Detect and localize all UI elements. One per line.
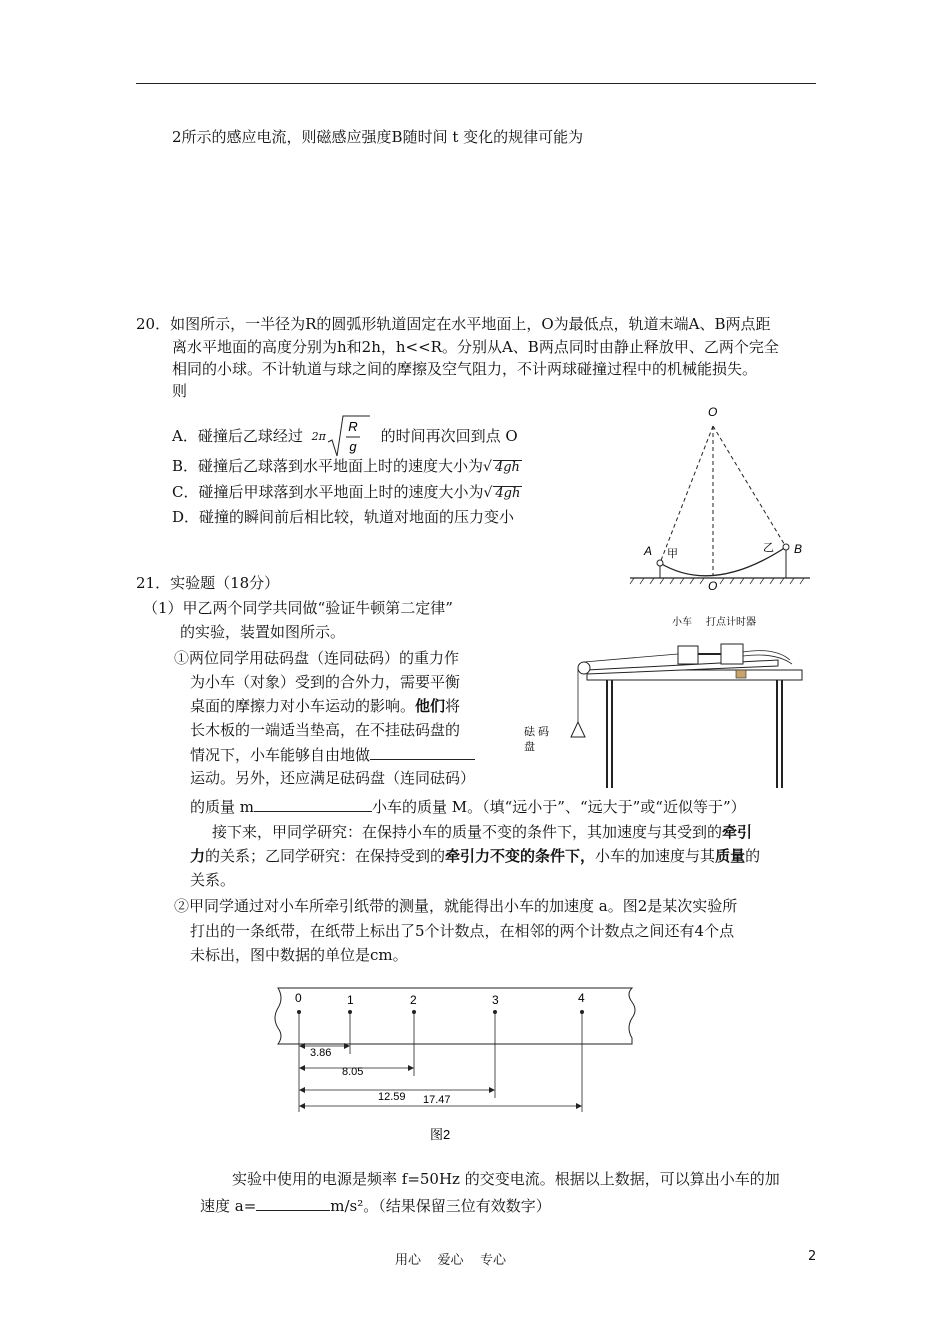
formula-numerator: R	[348, 419, 358, 434]
center-label-o: O	[708, 405, 718, 419]
option-b-text: B．碰撞后乙球落到水平地面上时的速度大小为	[172, 457, 484, 475]
q21-s2-line3: 未标出，图中数据的单位是cm。	[190, 946, 408, 964]
q20-option-a	[172, 414, 518, 460]
point-label-1: 1	[347, 993, 354, 1007]
q21-s1-line7	[190, 795, 746, 818]
end-line2-text: 速度 a=	[200, 1197, 257, 1215]
q21-s1-line1: ①两位同学用砝码盘（连同砝码）的重力作	[174, 649, 460, 667]
lowest-point-label: O	[708, 579, 718, 590]
option-c-text: C．碰撞后甲球落到水平地面上时的速度大小为	[172, 483, 484, 501]
q21-s1-line5	[190, 743, 475, 766]
q20-line-4: 则	[172, 382, 188, 400]
q21-s2-line2: 打出的一条纸带，在纸带上标出了5个计数点，在相邻的两个计数点之间还有4个点	[190, 922, 735, 940]
s1-line9-bold-a: 力	[190, 847, 206, 865]
timer-label: 打点计时器	[706, 617, 756, 628]
s1-line9-bold-c: 牵引力不变的条件下，	[445, 847, 596, 865]
option-a-text-end: 的时间再次回到点 O	[380, 427, 518, 445]
apparatus-figure	[520, 612, 820, 794]
q20-line-3: 相同的小球。不计轨道与球之间的摩擦及空气阻力，不计两球碰撞过程中的机械能损失。	[172, 360, 758, 378]
option-c-sqrt: 4gh	[495, 486, 521, 501]
distance-label-01: 3.86	[310, 1047, 332, 1059]
s1-line7-text: 的质量 m	[190, 798, 254, 816]
footer-motto: 用心 爱心 专心	[395, 1253, 507, 1268]
arc-track-figure	[620, 400, 820, 590]
distance-label-02: 8.05	[342, 1066, 364, 1078]
q20-line-1: 20．如图所示，一半径为R的圆弧形轨道固定在水平地面上，O为最低点，轨道末端A、B两点距	[136, 315, 771, 333]
q21-s1-line8	[212, 821, 752, 843]
sqrt-fraction-symbol	[326, 414, 372, 460]
q20-option-b: B．碰撞后乙球落到水平地面上时的速度大小为√ 4gh	[172, 457, 520, 475]
acceleration-blank[interactable]	[256, 1194, 330, 1211]
header-rule	[136, 83, 816, 84]
weight-label-1: 砝 码	[524, 726, 550, 738]
ball-yi-label: 乙	[763, 542, 774, 554]
formula-coefficient: 2π	[311, 430, 326, 443]
q21-s1-line6: 运动。另外，还应满足砝码盘（连同砝码）	[190, 769, 476, 787]
ball-jia-label: 甲	[667, 548, 678, 560]
option-b-sqrt: 4gh	[494, 460, 520, 475]
q21-s1-line9	[190, 845, 760, 867]
s1-line9-f: 的	[745, 847, 761, 865]
end-line2-end: m/s²。（结果保留三位有效数字）	[330, 1197, 551, 1215]
paper-tape-figure	[270, 980, 640, 1145]
s1-line3-end: 将	[445, 697, 461, 715]
q21-s1-line2: 为小车（对象）受到的合外力，需要平衡	[190, 673, 461, 691]
s1-bold-they: 他们	[415, 697, 446, 715]
motion-type-blank[interactable]	[370, 743, 475, 760]
q20-option-d: D．碰撞的瞬间前后相比较，轨道对地面的压力变小	[172, 508, 515, 526]
point-label-2: 2	[410, 993, 417, 1007]
mass-relation-blank[interactable]	[254, 795, 372, 812]
option-a-text: A．碰撞后乙球经过	[172, 427, 303, 445]
s1-line8-text: 接下来，甲同学研究：在保持小车的质量不变的条件下，其加速度与其受到的	[212, 823, 723, 841]
q21-part1-line2: 的实验，装置如图所示。	[180, 623, 346, 641]
distance-label-03: 12.59	[378, 1091, 406, 1103]
s1-line5-text: 情况下，小车能够自由地做	[190, 746, 371, 764]
q21-s1-line4: 长木板的一端适当垫高，在不挂砝码盘的	[190, 721, 461, 739]
q20-line-2: 离水平地面的高度分别为h和2h，h<<R。分别从A、B两点同时由静止释放甲、乙两个完全	[172, 338, 779, 356]
page-number: 2	[808, 1249, 817, 1264]
point-a-label: A	[644, 544, 653, 558]
q21-part1-line1: （1）甲乙两个同学共同做“验证牛顿第二定律”	[143, 599, 453, 617]
point-b-label: B	[794, 542, 803, 556]
s1-line9-b: 的关系；乙同学研究：在保持受到的	[205, 847, 446, 865]
s1-line7-end: 小车的质量 M。（填“远小于”、“远大于”或“近似等于”）	[372, 798, 746, 816]
q21-s1-line3	[190, 695, 460, 717]
formula-denominator: g	[349, 439, 357, 454]
car-label: 小车	[672, 617, 692, 628]
q21-end-line2	[200, 1194, 551, 1217]
s1-line3-text: 桌面的摩擦力对小车运动的影响。	[190, 697, 416, 715]
weight-label-2: 盘	[524, 741, 535, 753]
q21-end-line1: 实验中使用的电源是频率 f=50Hz 的交变电流。根据以上数据，可以算出小车的加	[232, 1170, 780, 1188]
distance-label-04: 17.47	[423, 1094, 451, 1106]
q21-s1-line10: 关系。	[190, 871, 236, 889]
previous-question-tail: 2所示的感应电流，则磁感应强度B随时间 t 变化的规律可能为	[172, 128, 584, 146]
q21-title: 21．实验题（18分）	[136, 574, 280, 592]
figure-2-caption: 图2	[430, 1127, 451, 1142]
point-label-4: 4	[578, 991, 585, 1005]
s1-line9-d: 小车的加速度与其	[595, 847, 716, 865]
point-label-3: 3	[492, 993, 499, 1007]
option-a-formula	[312, 414, 372, 460]
point-label-0: 0	[295, 991, 302, 1005]
q21-s2-line1: ②甲同学通过对小车所牵引纸带的测量，就能得出小车的加速度 a。图2是某次实验所	[174, 897, 738, 915]
s1-line8-bold: 牵引	[722, 823, 753, 841]
q20-option-c: C．碰撞后甲球落到水平地面上时的速度大小为√ 4gh	[172, 483, 521, 501]
s1-line9-bold-e: 质量	[715, 847, 746, 865]
